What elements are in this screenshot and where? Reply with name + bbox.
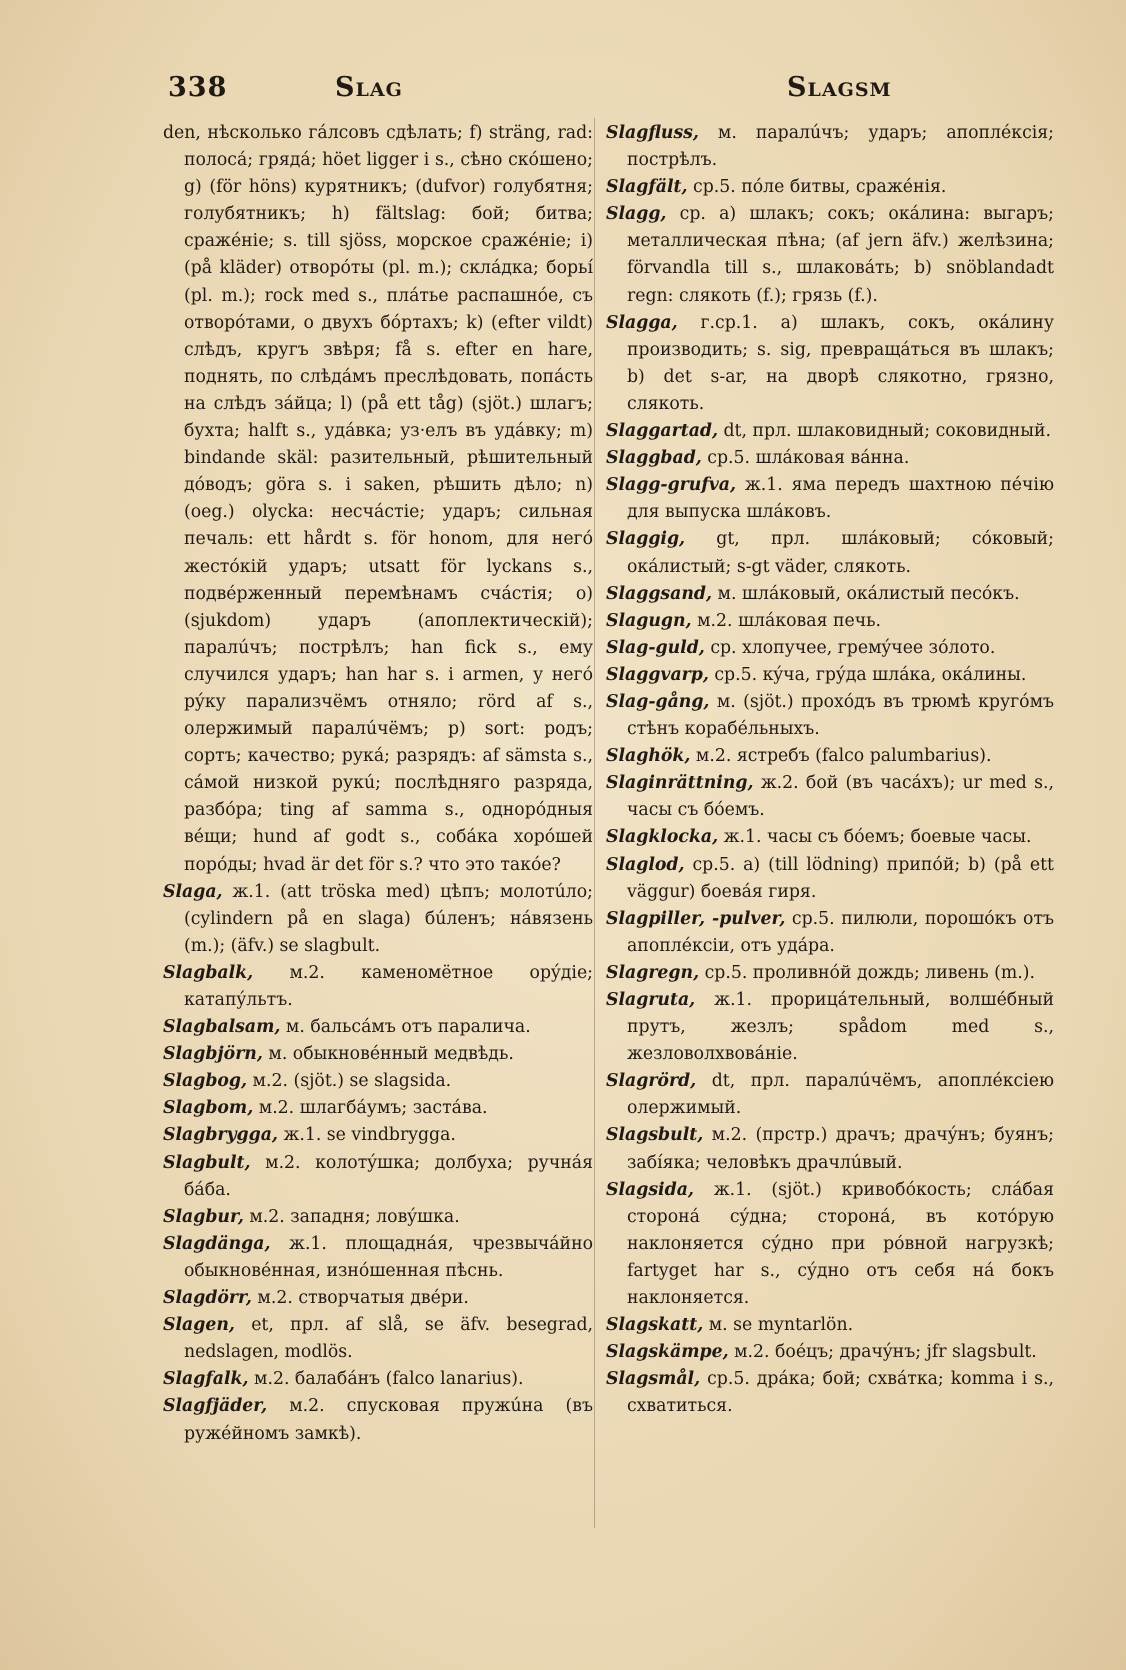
dictionary-entry <box>606 608 1054 635</box>
dictionary-entry <box>163 960 593 1014</box>
headword: Slaggbad, <box>606 448 702 469</box>
definition: м.2. боéцъ; драчýнъ; jfr slagsbult. <box>734 1342 1037 1363</box>
dictionary-entry <box>163 1068 593 1095</box>
definition: ср.5. шлáковая вáнна. <box>707 448 910 469</box>
dictionary-entry <box>606 1339 1054 1366</box>
headword: Slagpiller, -pulver, <box>606 908 786 929</box>
definition: м. шлáковый, окáлистый песóкъ. <box>717 583 1020 604</box>
dictionary-entry <box>163 879 593 960</box>
headword: Slagklocka, <box>606 827 719 848</box>
definition: м. бальсáмъ отъ паралича. <box>285 1017 531 1038</box>
definition: м. se myntarlön. <box>708 1315 854 1336</box>
headword: Slagskämpe, <box>606 1342 729 1363</box>
headword: Slagsida, <box>606 1179 694 1200</box>
dictionary-entry <box>163 1041 593 1068</box>
headword: Slagdörr, <box>163 1288 252 1309</box>
dictionary-entry <box>606 987 1054 1068</box>
headword: Slaglod, <box>606 854 685 875</box>
dictionary-entry <box>606 201 1054 309</box>
definition: м.2. шлáковая печь. <box>697 610 882 631</box>
definition: ср. a) шлакъ; сокъ; окáлина: выгаръ; металлическая пѣна; (af jern äfv.) желѣзина; förvandla till s., шлаковáть; b) snöblandadt regn: слякоть (f.); грязь (f.). <box>627 204 1055 306</box>
definition: ж.1. se vindbrygga. <box>283 1125 456 1146</box>
definition: ср.5. дрáка; бой; схвáтка; komma i s., схватиться. <box>627 1369 1054 1417</box>
headword: Slaggsand, <box>606 583 712 604</box>
dictionary-entry <box>606 1366 1054 1420</box>
dictionary-entry <box>606 120 1054 174</box>
definition: et, прл. af slå, se äfv. besegrad, nedslagen, modlös. <box>184 1315 593 1363</box>
headword: Slagbult, <box>163 1152 251 1173</box>
dictionary-entry <box>606 1177 1054 1312</box>
headword: Slagbom, <box>163 1098 254 1119</box>
definition: ср.5. пóле битвы, сражéнія. <box>693 177 947 198</box>
dictionary-entry <box>606 472 1054 526</box>
dictionary-entry <box>163 120 593 879</box>
definition: den, нѣсколько гáлсовъ сдѣлать; f) sträng, rad: полосá; грядá; höet ligger i s., сѣно скóшено; g) (för höns) курятникъ; (dufvor) голубятня; голубятникъ; h) fältslag: бой; битва; сражéніе; s. till sjöss, морское сражéніе; i) (på kläder) отворóты (pl. m.); склáдка; борьí (pl. m.); rock med s., плáтье распашнóе, съ отворóтами, о двухъ бóртахъ; k) (efter vildt) слѣдъ, кругъ звѣря; få s. efter en hare, поднять, по слѣдáмъ преслѣдовать, попáсть на слѣдъ зáйца; l) (på ett tåg) (sjöt.) шлагъ; бухта; halft s., удáвка; уз·елъ въ удáвку; m) bindande skäl: разительный, рѣшительный дóводъ; göra s. i saken, рѣшить дѣло; n) (oeg.) olycka: несчáстіе; ударъ; сильная печаль: ett hårdt s. för honom, для негó жестóкій ударъ; utsatt för lyckans s., подвéрженный перемѣнамъ счáстія; o) (sjukdom) ударъ (апоплектическій); паралúчъ; пострѣлъ; han fick s., ему случился ударъ; han har s. i armen, у негó рýку парализчёмъ отняло; rörd af s., олержимый паралúчёмъ; p) sort: родъ; сортъ; качество; рукá; разрядъ: af sämsta s., сáмой низкой рукú; послѣдняго разряда, разбóра; ting af samma s., однорóдныя вéщи; hund af godt s., собáка хорóшей порóды; hvad är det för s.? что это такóе? <box>163 123 593 875</box>
definition: ж.2. бой (въ часáхъ); ur med s., часы съ бóемъ. <box>627 773 1054 821</box>
dictionary-entry <box>163 1014 593 1041</box>
headword: Slaggig, <box>606 529 686 550</box>
dictionary-entry <box>606 174 1054 201</box>
dictionary-entry <box>163 1095 593 1122</box>
definition: ж.1. яма передъ шахтною пéчію для выпуска шлáковъ. <box>627 475 1054 523</box>
left-guide-word: Slag <box>335 72 403 103</box>
definition: м. обыкновéнный медвѣдь. <box>268 1044 514 1065</box>
definition: ср.5. пилюли, порошóкъ отъ апоплéксіи, отъ удáра. <box>627 908 1055 956</box>
dictionary-entry <box>606 526 1054 580</box>
column-divider <box>594 118 595 1528</box>
definition: ж.1. часы съ бóемъ; боевые часы. <box>723 827 1032 848</box>
definition: ж.1. (att tröska med) цѣпъ; молотúло; (cylindern på en slaga) бúленъ; нáвязень (m.); (äfv.) se slagbult. <box>184 881 593 956</box>
headword: Slagbur, <box>163 1206 244 1227</box>
dictionary-entry <box>606 689 1054 743</box>
headword: Slag-guld, <box>606 637 705 658</box>
headword: Slagugn, <box>606 610 692 631</box>
definition: ср.5. кýча, грýда шлáка, окáлины. <box>714 664 1027 685</box>
definition: м.2. спусковая пружúна (въ ружéйномъ замкѣ). <box>184 1396 593 1444</box>
definition: г.ср.1. a) шлакъ, сокъ, окáлину производить; s. sig, превращáться въ шлакъ; b) det s-ar, на дворѣ слякотно, грязно, слякоть. <box>627 312 1054 414</box>
dictionary-entry <box>606 906 1054 960</box>
dictionary-entry <box>606 310 1054 418</box>
definition: м.2. каменомётное орýдіе; катапýльтъ. <box>184 962 593 1010</box>
definition: м.2. шлагбáумъ; застáва. <box>258 1098 488 1119</box>
dictionary-entry <box>163 1393 593 1447</box>
headword: Slagsbult, <box>606 1125 704 1146</box>
dictionary-entry <box>606 852 1054 906</box>
headword: Slagbrygga, <box>163 1125 278 1146</box>
definition: ср.5. проливнóй дождь; ливень (m.). <box>704 962 1035 983</box>
headword: Slagga, <box>606 312 678 333</box>
headword: Slaghök, <box>606 746 691 767</box>
definition: dt, прл. шлаковидный; соковидный. <box>723 421 1052 442</box>
dictionary-entry <box>606 445 1054 472</box>
definition: м.2. (sjöt.) se slagsida. <box>252 1071 452 1092</box>
definition: м.2. (прстр.) драчъ; драчýнъ; буянъ; забíяка; человѣкъ драчлúвый. <box>627 1125 1054 1173</box>
headword: Slagregn, <box>606 962 700 983</box>
definition: ж.1. прорицáтельный, волшéбный прутъ, жезлъ; spådom med s., жезловолхвовáніе. <box>627 990 1055 1065</box>
dictionary-entry <box>606 1312 1054 1339</box>
dictionary-entry <box>163 1150 593 1204</box>
headword: Slagfjäder, <box>163 1396 268 1417</box>
definition: gt, прл. шлáковый; сóковый; окáлистый; s-gt väder, слякоть. <box>627 529 1054 577</box>
dictionary-entry <box>163 1122 593 1149</box>
definition: м. паралúчъ; ударъ; апоплéксія; пострѣлъ. <box>627 123 1054 171</box>
headword: Slagbjörn, <box>163 1044 263 1065</box>
headword: Slagbog, <box>163 1071 248 1092</box>
definition: м.2. створчатыя двéри. <box>257 1288 469 1309</box>
headword: Slaggvarp, <box>606 664 709 685</box>
definition: м. (sjöt.) прохóдъ въ трюмѣ кругóмъ стѣнъ корабéльныхъ. <box>627 691 1055 740</box>
definition: м.2. балабáнъ (falco lanarius). <box>254 1369 524 1390</box>
dictionary-entry <box>163 1312 593 1366</box>
headword: Slag-gång, <box>606 691 710 712</box>
headword: Slaggartad, <box>606 421 718 442</box>
dictionary-entry <box>606 581 1054 608</box>
dictionary-entry <box>163 1231 593 1285</box>
dictionary-entry <box>606 743 1054 770</box>
dictionary-entry <box>606 1068 1054 1122</box>
dictionary-entry <box>606 824 1054 851</box>
headword: Slagbalsam, <box>163 1017 281 1038</box>
definition: ср. хлопучее, гремýчее зóлото. <box>710 637 996 658</box>
headword: Slagbalk, <box>163 962 254 983</box>
headword: Slaga, <box>163 881 223 902</box>
page-number: 338 <box>168 72 228 103</box>
definition: м.2. ястребъ (falco palumbarius). <box>695 746 992 767</box>
dictionary-entry <box>606 1122 1054 1176</box>
definition: м.2. западня; ловýшка. <box>249 1206 460 1227</box>
headword: Slagdänga, <box>163 1233 271 1254</box>
dictionary-entry <box>606 960 1054 987</box>
dictionary-entry <box>606 418 1054 445</box>
headword: Slagruta, <box>606 990 696 1010</box>
definition: dt, прл. паралúчёмъ, апоплéксіею олержимый. <box>627 1071 1054 1119</box>
headword: Slagen, <box>163 1315 235 1336</box>
definition: м.2. колотýшка; долбуха; ручнáя бáба. <box>184 1152 593 1200</box>
right-column <box>606 120 1054 1421</box>
headword: Slagsmål, <box>606 1369 701 1390</box>
dictionary-entry <box>163 1366 593 1393</box>
headword: Slagfalk, <box>163 1369 249 1390</box>
headword: Slagg, <box>606 204 667 225</box>
definition: ж.1. (sjöt.) кривобóкость; слáбая сторонá сýдна; сторонá, въ котóрую наклоняется сýдно при рóвной нагрузкѣ; fartyget har s., сýдно отъ себя нá бокъ наклоняется. <box>627 1179 1055 1309</box>
headword: Slagg-grufva, <box>606 475 737 496</box>
dictionary-entry <box>606 662 1054 689</box>
right-guide-word: Slagsm <box>787 72 892 103</box>
headword: Slagfluss, <box>606 123 699 143</box>
dictionary-entry <box>606 770 1054 824</box>
headword: Slaginrättning, <box>606 773 754 794</box>
left-column <box>163 120 593 1448</box>
dictionary-entry <box>163 1204 593 1231</box>
definition: ср.5. a) (till lödning) припóй; b) (på ett väggur) боевáя гиря. <box>627 854 1054 902</box>
dictionary-entry <box>606 635 1054 662</box>
definition: ж.1. площаднáя, чрезвычáйно обыкновéнная, изнóшенная пѣснь. <box>184 1233 593 1281</box>
headword: Slagskatt, <box>606 1315 704 1336</box>
dictionary-entry <box>163 1285 593 1312</box>
headword: Slagfält, <box>606 177 688 198</box>
headword: Slagrörd, <box>606 1071 697 1092</box>
